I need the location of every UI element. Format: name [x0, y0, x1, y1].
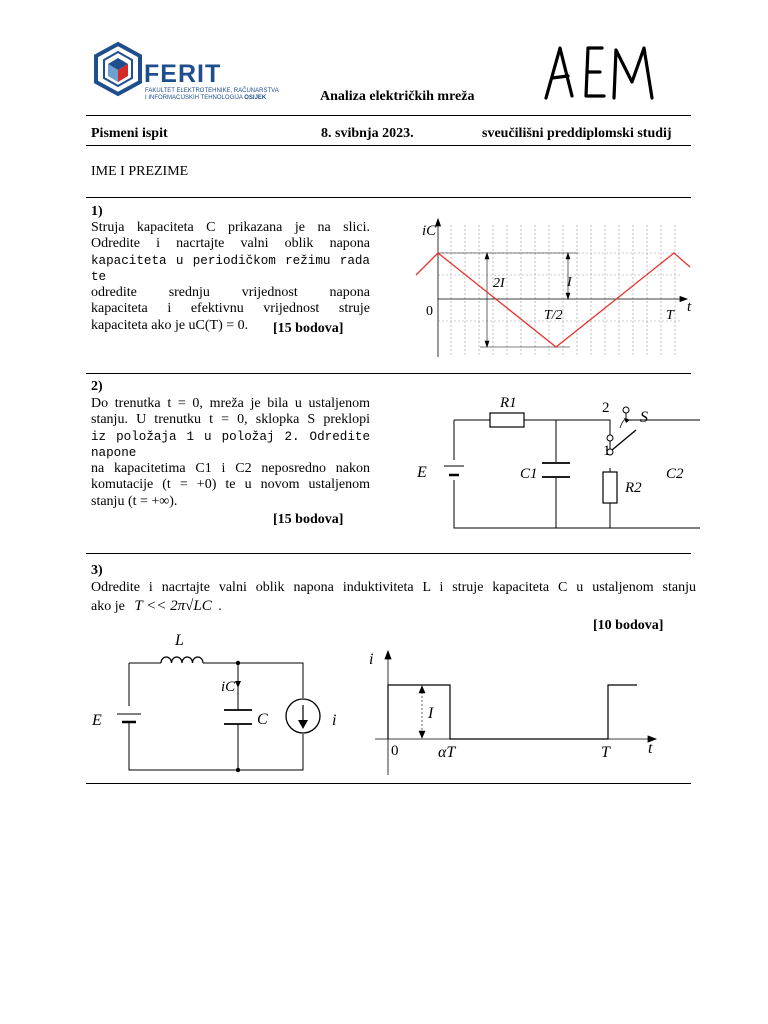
p3-y-label: i: [369, 651, 374, 668]
p2-line: stanju. U trenutku t = 0, sklopka S preklopi: [91, 412, 370, 428]
p1-line: kapaciteta u periodičkom režimu rada te: [91, 253, 370, 284]
c1-label: C1: [520, 466, 538, 482]
p3-condition: T << 2π√LC: [134, 598, 212, 614]
p3-x-label: t: [648, 740, 653, 757]
problem2-points: [15 bodova]: [273, 512, 344, 527]
c-label: C: [257, 711, 268, 728]
s-label: S: [640, 409, 648, 426]
c2-label: C2: [666, 466, 684, 482]
course-title: Analiza električkih mreža: [320, 89, 475, 104]
e-source: [444, 466, 464, 475]
pos1-label: 1: [603, 443, 611, 459]
p2-line: iz položaja 1 u položaj 2. Odredite napone: [91, 429, 370, 460]
aem-handwritten-logo: [540, 40, 665, 105]
inductor-l: [161, 657, 203, 663]
l-label: L: [175, 632, 184, 649]
c1-capacitor: [542, 463, 570, 477]
r2-resistor: [603, 472, 617, 503]
pos2-label: 2: [602, 400, 610, 416]
ferit-logo: [88, 40, 328, 110]
exam-date: 8. svibnja 2023.: [321, 126, 414, 141]
switch-s: [607, 407, 636, 455]
logo-subtitle-2: [145, 95, 266, 101]
p1-period-label: T: [666, 308, 674, 323]
p1-line: odredite srednju vrijednost napona: [91, 285, 370, 301]
p1-dimension-lines: [438, 253, 578, 347]
p3-origin-label: 0: [391, 743, 399, 759]
p2-line: stanju (t = +∞).: [91, 493, 178, 509]
problem2-text: [91, 396, 370, 510]
p3-line2-post: .: [218, 599, 222, 614]
p3-pulse-wave-figure: [365, 640, 675, 780]
problem1-points: [15 bodova]: [273, 321, 344, 336]
e-label: E: [417, 464, 427, 481]
problem1-number: 1): [91, 204, 103, 219]
p2-line: na kapacitetima C1 i C2 neposredno nakon: [91, 461, 370, 477]
study-label: sveučilišni preddiplomski studij: [482, 126, 672, 141]
p1-line: kapaciteta ako je uC(T) = 0.: [91, 317, 249, 333]
e-source: [117, 714, 141, 722]
p1-grid: [438, 225, 682, 357]
p1-peak-label: 2I: [493, 276, 505, 291]
logo-subtitle-1: FAKULTET ELEKTROTEHNIKE, RAČUNARSTVA: [145, 88, 279, 94]
p2-line: komutacije (t = +0) te u novom ustaljenom: [91, 477, 370, 493]
problem2-number: 2): [91, 379, 103, 394]
current-source-icon: [286, 699, 320, 733]
p1-x-label: t: [687, 299, 692, 315]
r1-label: R1: [500, 395, 517, 411]
p3-axes: [375, 651, 656, 775]
p1-triangle-wave-figure: [410, 215, 695, 363]
problem3-line2: [91, 598, 222, 615]
p3-circuit-figure: [85, 630, 345, 780]
problem1-text: [91, 220, 370, 334]
exam-label: Pismeni ispit: [91, 126, 168, 141]
p3-line2-pre: ako je: [91, 599, 125, 614]
p1-half-period-label: T/2: [544, 308, 563, 323]
p3-amplitude-marker: [419, 686, 425, 738]
problem3-line1: Odredite i nacrtajte valni oblik napona induktiviteta L i struje kapaciteta C u ustaljenom stanju: [91, 580, 696, 595]
i-label: i: [332, 712, 337, 729]
ic-arrow-icon: [235, 670, 241, 688]
r2-label: R2: [625, 480, 642, 496]
logo-subtitle-2b: OSIJEK: [244, 95, 267, 101]
problem3-number: 3): [91, 563, 103, 578]
p1-line: kapaciteta i efektivnu vrijednost struje: [91, 301, 370, 317]
r1-resistor: [490, 413, 524, 427]
p1-origin-label: 0: [426, 304, 433, 319]
e-label: E: [92, 712, 102, 729]
logo-name: FERIT: [144, 60, 222, 88]
p1-line: Struja kapaciteta C prikazana je na slici.: [91, 220, 370, 235]
p2-line: Do trenutka t = 0, mreža je bila u ustaljenom: [91, 396, 370, 411]
p3-alpha-t-label: αT: [438, 744, 456, 761]
problem3-points: [10 bodova]: [593, 618, 664, 633]
name-label: IME I PREZIME: [91, 164, 189, 179]
logo-subtitle-2a: I INFORMACIJSKIH TEHNOLOGIJA: [145, 95, 243, 101]
p3-amplitude-label: I: [428, 705, 434, 722]
p2-circuit-figure: [410, 390, 700, 540]
capacitor-c: [224, 710, 252, 724]
p1-y-label: iC: [422, 223, 437, 239]
p1-line: Odredite i nacrtajte valni oblik napona: [91, 236, 370, 252]
p3-period-label: T: [601, 744, 610, 761]
p1-amplitude-label: I: [567, 275, 572, 290]
p1-current-waveform: [416, 253, 690, 347]
ic-label: iC: [221, 679, 236, 695]
p1-axes: [436, 219, 688, 357]
